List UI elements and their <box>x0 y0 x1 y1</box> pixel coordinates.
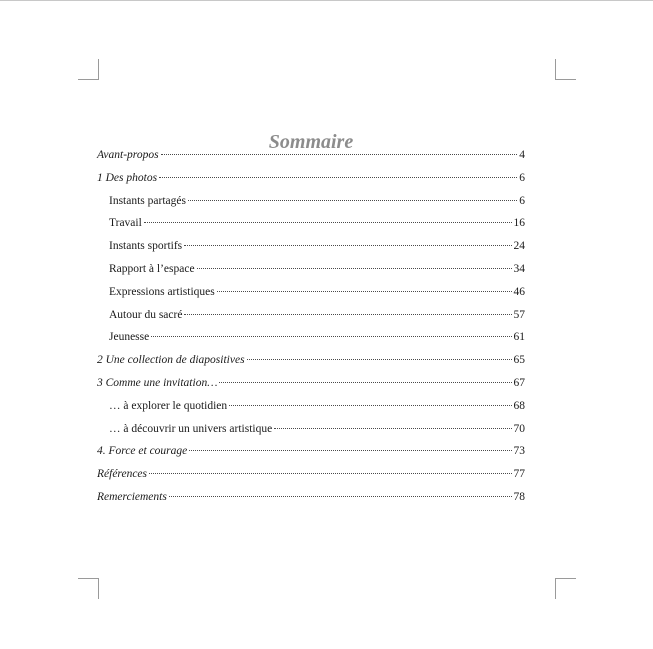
toc-entry[interactable] <box>97 304 525 327</box>
toc-page-number: 24 <box>513 240 525 253</box>
toc-entry[interactable] <box>97 418 525 441</box>
toc-dot-leader <box>169 496 512 497</box>
toc-dot-leader <box>189 450 511 451</box>
toc-dot-leader <box>274 428 511 429</box>
toc-dot-leader <box>217 291 512 292</box>
toc-entry-label: Instants sportifs <box>109 240 183 253</box>
page-title: Sommaire <box>268 131 354 154</box>
toc-entry[interactable] <box>97 395 525 418</box>
toc-entry-label: Expressions artistiques <box>109 285 215 298</box>
toc-entry[interactable] <box>97 144 525 167</box>
table-of-contents <box>97 144 525 509</box>
toc-entry-label: Instants partagés <box>109 194 186 207</box>
toc-entry-label: Remerciements <box>97 490 167 503</box>
toc-page-number: 34 <box>513 262 525 275</box>
toc-entry-label: Travail <box>109 217 142 230</box>
toc-entry[interactable] <box>97 463 525 486</box>
toc-entry-label: Références <box>97 468 148 481</box>
toc-entry-label: Autour du sacré <box>109 308 183 321</box>
toc-entry[interactable] <box>97 235 525 258</box>
toc-entry[interactable] <box>97 326 525 349</box>
toc-page-number: 67 <box>513 376 525 389</box>
toc-entry-label: 4. Force et courage <box>97 445 188 458</box>
crop-mark-top-left <box>78 59 99 80</box>
toc-entry-label: 3 Comme une invitation… <box>97 376 218 389</box>
toc-page-number: 78 <box>513 490 525 503</box>
toc-page-number: 6 <box>519 171 525 184</box>
crop-mark-bottom-right <box>555 578 576 599</box>
toc-entry[interactable] <box>97 190 525 213</box>
toc-entry[interactable] <box>97 440 525 463</box>
toc-page-number: 73 <box>513 445 525 458</box>
toc-page-number: 4 <box>519 149 525 161</box>
toc-entry[interactable] <box>97 349 525 372</box>
toc-entry-label: Avant-propos <box>97 149 159 161</box>
toc-entry-label: Rapport à l’espace <box>109 262 195 275</box>
toc-entry-label: 2 Une collection de diapositives <box>97 354 245 367</box>
toc-entry[interactable] <box>97 281 525 304</box>
toc-dot-leader <box>184 314 511 315</box>
toc-entry-label: … à explorer le quotidien <box>109 399 228 412</box>
toc-dot-leader <box>161 154 518 155</box>
toc-page-number: 61 <box>513 331 525 344</box>
toc-entry[interactable] <box>97 486 525 509</box>
crop-mark-bottom-left <box>78 578 99 599</box>
toc-entry[interactable] <box>97 212 525 235</box>
toc-entry[interactable] <box>97 258 525 281</box>
crop-mark-top-right <box>555 59 576 80</box>
page-top-border <box>0 0 653 1</box>
toc-entry[interactable] <box>97 167 525 190</box>
toc-page-number: 70 <box>513 422 525 435</box>
toc-page-number: 68 <box>513 399 525 412</box>
toc-entry-label: Jeunesse <box>109 331 150 344</box>
toc-page-number: 77 <box>513 468 525 481</box>
toc-dot-leader <box>247 359 512 360</box>
toc-dot-leader <box>184 245 511 246</box>
toc-dot-leader <box>219 382 511 383</box>
toc-entry-label: … à découvrir un univers artistique <box>109 422 273 435</box>
toc-dot-leader <box>149 473 511 474</box>
toc-page-number: 6 <box>519 194 525 207</box>
toc-dot-leader <box>188 200 517 201</box>
toc-dot-leader <box>197 268 512 269</box>
toc-entry-label: 1 Des photos <box>97 171 158 184</box>
toc-dot-leader <box>151 336 511 337</box>
toc-page-number: 46 <box>513 285 525 298</box>
toc-entry[interactable] <box>97 372 525 395</box>
toc-dot-leader <box>229 405 511 406</box>
toc-dot-leader <box>144 222 512 223</box>
toc-page-number: 57 <box>513 308 525 321</box>
toc-page-number: 65 <box>513 354 525 367</box>
toc-page-number: 16 <box>513 217 525 230</box>
toc-dot-leader <box>159 177 517 178</box>
